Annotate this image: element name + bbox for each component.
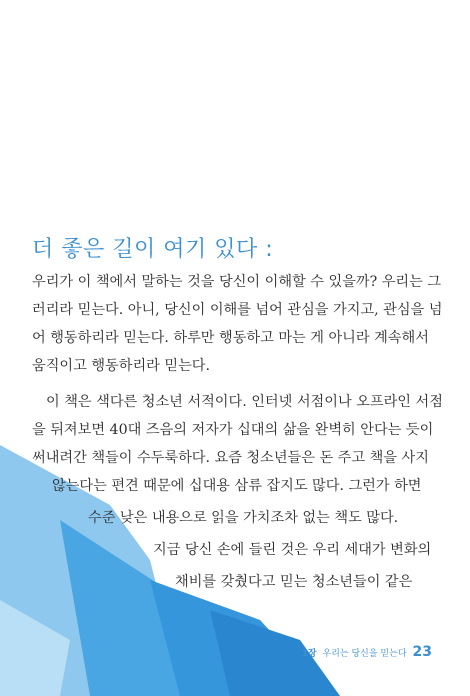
- text-line: 우리가 이 책에서 말하는 것을 당신이 이해할 수 있을까? 우리는 그: [32, 274, 442, 290]
- text-line: 않는다는 편견 때문에 십대용 삼류 잡지도 많다. 그런가 하면: [52, 478, 422, 494]
- text-line: 을 뒤져보면 40대 즈음의 저자가 십대의 삶을 완벽히 안다는 듯이: [32, 422, 434, 438]
- text-line: 지금 당신 손에 들린 것은 우리 세대가 변화의: [153, 542, 432, 558]
- text-line: 움직이고 행동하리라 믿는다.: [32, 358, 210, 374]
- text-line: 써내려간 책들이 수두룩하다. 요즘 청소년들은 돈 주고 책을 사지: [32, 450, 429, 466]
- chapter-label: 1장: [301, 649, 317, 659]
- text-line: 러리라 믿는다. 아니, 당신이 이해를 넘어 관심을 가지고, 관심을 넘: [32, 302, 443, 318]
- text-line: 채비를 갖췄다고 믿는 청소년들이 같은: [175, 574, 413, 590]
- chapter-title: 우리는 당신을 믿는다: [322, 649, 407, 659]
- page-number: 23: [412, 644, 432, 660]
- text-line: 어 행동하리라 믿는다. 하루만 행동하고 마는 게 아니라 계속해서: [32, 330, 429, 346]
- text-line: 수준 낮은 내용으로 읽을 가치조차 없는 책도 많다.: [88, 510, 399, 526]
- text-line: 이 책은 색다른 청소년 서적이다. 인터넷 서점이나 오프라인 서점: [46, 394, 443, 410]
- section-heading: 더 좋은 길이 여기 있다 :: [32, 237, 274, 262]
- page-footer: [302, 644, 432, 660]
